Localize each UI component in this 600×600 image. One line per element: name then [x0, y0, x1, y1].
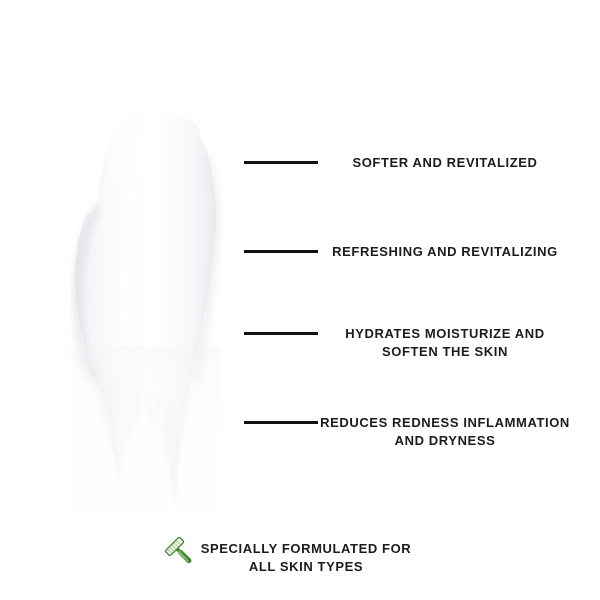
pointer-line-3 — [244, 332, 318, 335]
feature-label-hydrates: HYDRATES MOISTURIZE AND SOFTEN THE SKIN — [345, 326, 545, 359]
feature-label-refreshing: REFRESHING AND REVITALIZING — [332, 244, 558, 259]
feature-label-reduces-redness: REDUCES REDNESS INFLAMMATION AND DRYNESS — [320, 415, 570, 448]
pointer-line-1 — [244, 161, 318, 164]
cream-smear-image — [57, 96, 233, 526]
footer-note: SPECIALLY FORMULATED FOR ALL SKIN TYPES — [200, 541, 412, 574]
pointer-line-2 — [244, 250, 318, 253]
feature-label-softer: SOFTER AND REVITALIZED — [352, 155, 538, 170]
pointer-line-4 — [244, 421, 318, 424]
